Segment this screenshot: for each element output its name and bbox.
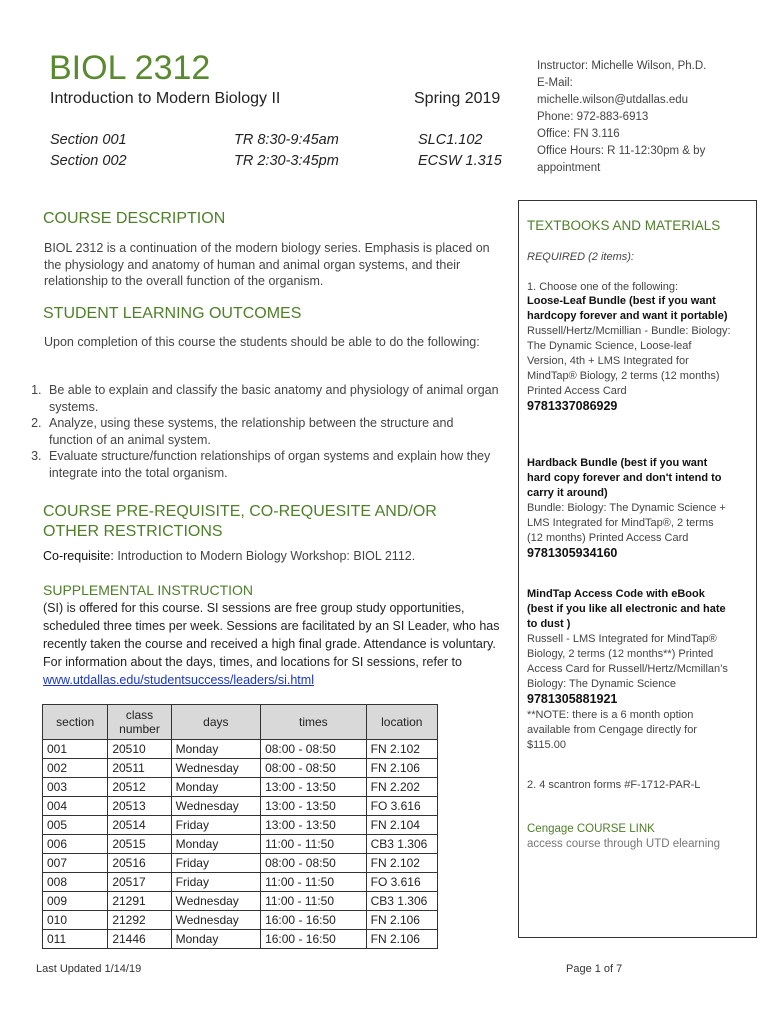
col-days: days	[171, 705, 260, 740]
list-item: 3. Evaluate structure/function relationships of organ systems and explain how they integrate into the total organism.	[45, 448, 499, 481]
last-updated: Last Updated 1/14/19	[36, 963, 142, 975]
cell-times: 08:00 - 08:50	[261, 854, 367, 873]
cell-class-number: 20514	[108, 816, 171, 835]
cell-section: 010	[43, 911, 108, 930]
cell-days: Friday	[171, 816, 260, 835]
cell-times: 11:00 - 11:50	[261, 873, 367, 892]
outcomes-heading: STUDENT LEARNING OUTCOMES	[43, 305, 302, 322]
list-item: 2. Analyze, using these systems, the relationship between the structure and function of an animal system.	[45, 415, 499, 448]
si-paragraph	[43, 599, 503, 689]
list-item: 1. Be able to explain and classify the basic anatomy and physiology of animal organ systems.	[45, 382, 499, 415]
cell-days: Monday	[171, 740, 260, 759]
office-hours-cont: appointment	[537, 162, 601, 174]
table-row	[43, 759, 438, 778]
cell-section: 004	[43, 797, 108, 816]
course-description-text: BIOL 2312 is a continuation of the modern biology series. Emphasis is placed on the physiology and anatomy of human and animal organ systems, and their relationship to the overall function of the organism.	[44, 241, 490, 288]
prereq-label: Co-requisite:	[43, 549, 114, 563]
cell-section: 005	[43, 816, 108, 835]
instructor-name: Instructor: Michelle Wilson, Ph.D.	[537, 60, 707, 72]
table-row	[43, 911, 438, 930]
si-text: (SI) is offered for this course. SI sessions are free group study opportunities, scheduled three times per week. Sessions are facilitated by an SI Leader, who has recently taken the course and received a high final grade. Attendance is voluntary. For information about the days, times, and locations for SI sessions, refer to	[43, 601, 500, 669]
required-label: REQUIRED (2 items):	[527, 251, 634, 263]
section-room: SLC1.102	[418, 132, 483, 148]
ebook-isbn: 9781305881921	[527, 692, 618, 706]
cell-section: 007	[43, 854, 108, 873]
cell-section: 008	[43, 873, 108, 892]
cell-days: Monday	[171, 778, 260, 797]
cell-class-number: 20515	[108, 835, 171, 854]
ebook-title: MindTap Access Code with eBook (best if you like all electronic and hate to dust )	[527, 588, 726, 630]
cell-days: Wednesday	[171, 759, 260, 778]
cell-times: 11:00 - 11:50	[261, 835, 367, 854]
ebook-desc: Russell - LMS Integrated for MindTap® Biology, 2 terms (12 months**) Printed Access Card for Russell/Hertz/Mcmillan’s Biology: The Dynamic Science	[527, 633, 728, 690]
cell-location: FN 2.104	[366, 816, 437, 835]
instructor-email[interactable]: michelle.wilson@utdallas.edu	[537, 94, 689, 106]
cell-class-number: 20516	[108, 854, 171, 873]
cell-location: FN 2.106	[366, 930, 437, 949]
loose-leaf-option	[527, 294, 732, 415]
cell-section: 011	[43, 930, 108, 949]
section-time: TR 8:30-9:45am	[234, 132, 339, 148]
email-label: E-Mail:	[537, 77, 573, 89]
col-times: times	[261, 705, 367, 740]
cell-days: Wednesday	[171, 797, 260, 816]
cell-days: Friday	[171, 854, 260, 873]
cell-class-number: 20512	[108, 778, 171, 797]
textbook-choice-intro: 1. Choose one of the following:	[527, 281, 679, 293]
prereq-text: Introduction to Modern Biology Workshop: BIOL 2112.	[113, 549, 416, 563]
table-row	[43, 778, 438, 797]
course-description-heading: COURSE DESCRIPTION	[43, 210, 226, 227]
cell-section: 006	[43, 835, 108, 854]
table-header-row	[43, 705, 438, 740]
cell-days: Wednesday	[171, 911, 260, 930]
cell-location: FO 3.616	[366, 797, 437, 816]
cell-section: 002	[43, 759, 108, 778]
section-label: Section 002	[50, 153, 127, 169]
hardback-title: Hardback Bundle (best if you want hard copy forever and don't intend to carry it around)	[527, 457, 722, 499]
si-heading: SUPPLEMENTAL INSTRUCTION	[43, 582, 254, 598]
cell-times: 13:00 - 13:50	[261, 778, 367, 797]
loose-leaf-title: Loose-Leaf Bundle (best if you want hardcopy forever and want it portable)	[527, 295, 728, 322]
table-row	[43, 797, 438, 816]
prereq-heading: COURSE PRE-REQUISITE, CO-REQUESITE AND/OR OTHER RESTRICTIONS	[43, 503, 437, 540]
cell-section: 001	[43, 740, 108, 759]
cell-class-number: 20513	[108, 797, 171, 816]
cell-class-number: 21446	[108, 930, 171, 949]
table-row	[43, 740, 438, 759]
si-link[interactable]: www.utdallas.edu/studentsuccess/leaders/si.html	[43, 673, 314, 687]
loose-leaf-desc: Russell/Hertz/Mcmillian - Bundle: Biology: The Dynamic Science, Loose-leaf Version, 4th + LMS Integrated for MindTap® Biology, 2 terms (12 months) Printed Access Card	[527, 325, 731, 397]
cell-days: Wednesday	[171, 892, 260, 911]
table-row	[43, 892, 438, 911]
cell-times: 16:00 - 16:50	[261, 911, 367, 930]
prereq-line	[43, 549, 415, 563]
loose-leaf-isbn: 9781337086929	[527, 399, 618, 413]
cell-class-number: 20510	[108, 740, 171, 759]
instructor-phone: Phone: 972-883-6913	[537, 111, 649, 123]
cell-days: Monday	[171, 930, 260, 949]
cell-times: 08:00 - 08:50	[261, 740, 367, 759]
table-row	[43, 854, 438, 873]
cengage-heading: Cengage COURSE LINK	[527, 823, 655, 835]
hardback-isbn: 9781305934160	[527, 546, 618, 560]
cell-location: FN 2.202	[366, 778, 437, 797]
ebook-option	[527, 587, 732, 753]
cell-location: FN 2.102	[366, 740, 437, 759]
cell-class-number: 20517	[108, 873, 171, 892]
table-row	[43, 835, 438, 854]
table-row	[43, 873, 438, 892]
section-label: Section 001	[50, 132, 127, 148]
cell-days: Monday	[171, 835, 260, 854]
cell-days: Friday	[171, 873, 260, 892]
cell-times: 16:00 - 16:50	[261, 930, 367, 949]
cell-location: FN 2.102	[366, 854, 437, 873]
col-section: section	[43, 705, 108, 740]
cell-times: 11:00 - 11:50	[261, 892, 367, 911]
page-number: Page 1 of 7	[566, 963, 623, 975]
instructor-office: Office: FN 3.116	[537, 128, 620, 140]
cell-location: CB3 1.306	[366, 892, 437, 911]
cell-location: FN 2.106	[366, 911, 437, 930]
si-schedule-table	[42, 704, 438, 949]
section-time: TR 2:30-3:45pm	[234, 153, 339, 169]
term: Spring 2019	[414, 90, 501, 107]
section-room: ECSW 1.315	[418, 153, 502, 169]
cell-section: 003	[43, 778, 108, 797]
col-location: location	[366, 705, 437, 740]
ebook-note: **NOTE: there is a 6 month option available from Cengage directly for $115.00	[527, 709, 697, 751]
office-hours: Office Hours: R 11-12:30pm & by	[537, 145, 706, 157]
outcomes-intro: Upon completion of this course the students should be able to do the following:	[44, 335, 480, 349]
hardback-option	[527, 456, 732, 562]
instructor-info	[537, 58, 752, 177]
outcomes-list	[21, 382, 499, 481]
scantron-item: 2. 4 scantron forms #F-1712-PAR-L	[527, 779, 701, 791]
table-row	[43, 816, 438, 835]
cell-location: CB3 1.306	[366, 835, 437, 854]
cell-times: 08:00 - 08:50	[261, 759, 367, 778]
cell-class-number: 20511	[108, 759, 171, 778]
hardback-desc: Bundle: Biology: The Dynamic Science + LMS Integrated for MindTap®, 2 terms (12 months) Printed Access Card	[527, 502, 726, 544]
cengage-text: access course through UTD elearning	[527, 838, 721, 850]
cell-section: 009	[43, 892, 108, 911]
cell-location: FN 2.106	[366, 759, 437, 778]
course-code: BIOL 2312	[49, 49, 211, 87]
cell-times: 13:00 - 13:50	[261, 816, 367, 835]
cell-class-number: 21291	[108, 892, 171, 911]
cell-location: FO 3.616	[366, 873, 437, 892]
cell-times: 13:00 - 13:50	[261, 797, 367, 816]
table-row	[43, 930, 438, 949]
cell-class-number: 21292	[108, 911, 171, 930]
col-class-number: class number	[108, 705, 171, 740]
course-name: Introduction to Modern Biology II	[50, 90, 281, 107]
textbooks-heading: TEXTBOOKS AND MATERIALS	[527, 218, 721, 233]
